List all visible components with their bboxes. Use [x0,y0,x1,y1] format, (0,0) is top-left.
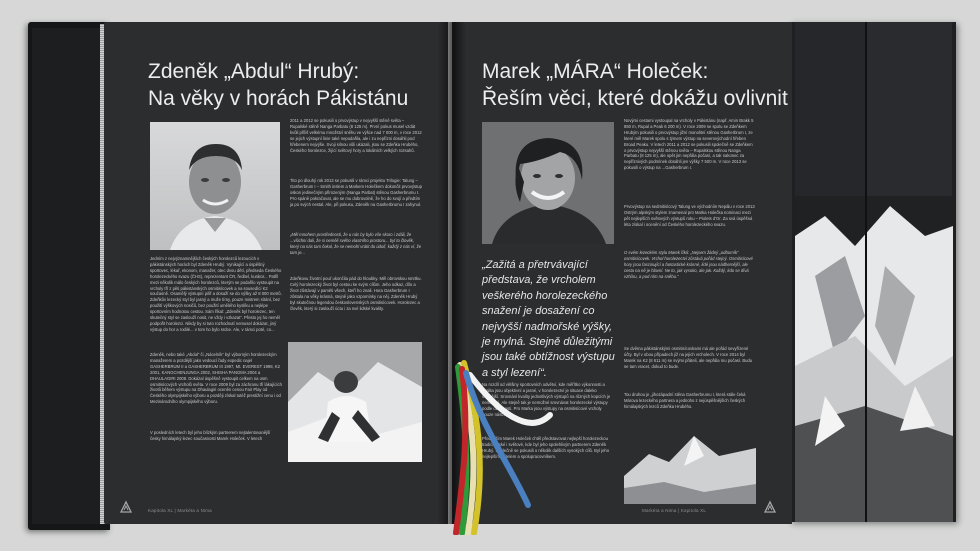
mountain-glacier-photo [624,426,756,504]
right-col1-text-b: Především Marek Holeček chtěl představovat nejlepší horolezeckou tradici české i světové, kde byl jeho spolehlivým partnerem Zdeněk Hrubý. Společně se pokusili o několik dalších vysokých cílů. Byl jeho nejlepším přítelem a spolupracovníkem. [482,436,610,459]
foldout-seam [865,22,867,522]
left-col1-text-c: V posledních letech byl jeho blízkým partnerem nejtalentovanější česky himálajský lezec současnosti Marek Holeček. V letech [150,430,271,441]
portrait-marek-photo [482,122,614,244]
portrait-zdenek-photo [150,122,280,250]
left-col2-text-b: Tito po dlouhý rok 2013 se pokusili v rámci projektu Trilogie: Talung – Gasherbrum I – Smith inslem a Markem Holečkem dokončit prvovýstup oskon jedinečným přirozeným (Nanga Parbat) stěnou Gasherbrumu I. Pro spáně pokračovat, ale se mu dobrovolně, že ho do svojí a předtím ja po svých nestal. Ale, při pokusu, Zdeněk na Gasherbrumu I zahynul. [290,178,422,207]
right-col2-text-d: Se dvěma pákistánskými osmitisícovkami má ale pořád nevyřízené účty. Byl v obou případech již na jejich vrcholech. V roce 2014 byl Marek na K2 (8 611 m) se svými přáteli, ale nepřála mu počasí. Budu se tam vracet, dokud to bude. [624,346,753,369]
book-cover-left [28,22,110,530]
right-col2-text-e: Tou druhou je „jihozápadní stěna Gasherbrumu I, která stále čeká Márova lezeckého partnera a jednoho z nejúspěšnějších českých himálajských lezců Zdeňka Hrubého. [624,392,746,409]
right-title-line1: Marek „MÁRA“ Holeček: [482,60,709,83]
publisher-logo-right-icon [762,499,778,515]
left-page [104,22,448,524]
left-col1-text: Jedním z nejvýznamnějších českých horolezců lezoucích v pákistánských horách byl Zdeněk Hrubý. Vynikající a úspěšný sportovec, lékař, ekonom, manažer, otec dvou dětí, předseda Českého horolezeckého svazu (ČHS), reprezentant ČR, ředitel, kurátor... Patřil mezi několik málo českých horolezců, kterým se podařilo vystoupit na vrcholy tří z pěti pákistánských osmitisícovek a na sousedící K2 současně. Osamělý výstupní pilíř a dosaží se do výšky až 8 000 metrů. Zdeňkův lezecký styl byl jasný a muže tímy, pouze mistrem sítání, bez použití výškových nosičů, bez použití umělého kyslíku a nejlépe sportovním hodnotou cestou. Sám říkal: „Zdeněk byl horolezec, ten skutečný styl se zaslouží nosit, ne vždy i vzkazat“. Přesto jej ho neměl podpořit horolezci. Nikdy by si tuto rozhodnutí nemusel dokázat, jiný výstup do hor a rodilé... v tom ho bylo srdce. Ale, v rámci poté, co... [150,256,282,332]
right-col1-text: Na rozdíl od většiny sportovních odvětví, kde měřítko výkonnosti a kvalita jsou objektivní a jasné, v horolezectví je situace daleko složitější. Srovnání kvality jednotlivých výstupů na různých kopcích je nemožné. Ale stejně tak je nemožné srovnávat horolezecké výstupy podle obtížnosti. Pro Marka jsou výstupy na osmitisícové vrcholy pouze nástrojem... [482,382,611,417]
mountain-panorama-photo [795,196,953,522]
right-footer: Markéta a Nima | Kapitola XL [642,508,707,513]
ribbon-bookmarks [440,355,560,535]
pull-quote: „Zažitá a přetrvávající představa, že vrcholem veškerého horolezeckého snažení je dosažení co nejvyšší nadmořské výšky, je mylná. Stejně důležitými jsou také obtížnost výstupu a styl lezení“. [482,259,615,379]
right-col2-text-c: O svém lezeckém stylu Marek říká: „Nejsem žádný „odborník“ osmitisícovek. Vrchol horolezectví zůstává pořád stejný. Osmitisícové hory jsou fascinující a fantastické krásné, lidé jsou nádhernější, ale cesta na ně je hlavní. Ne to, jak vysoko, ale jak. Každý, kdo se dívá vzhůru, a pod ním na sněhu.“ [624,250,753,279]
left-col2-quote: „Měl mnohem prostřednosti, že u nás by bylo vše skoro i zdáli, že ...všichni dali, že si neměli svého vlastního prostoru... byl to člověk, který na nás tam čekal, že se nemohl vrátit do údolí, každý z nás ví, že tam je... [290,232,422,255]
right-col2-text: Novými cestami vystoupal na vrcholy v Pákistánu (např. Amin Brakk 5 850 m, Rupal a Peak 6 200 m). V roce 2009 se spolu se Zdeňkem Hrubým pokusili o prvovýstup jižní monolitní stěnou Gasherbrum I, ze které měl Marek spolu s týmem výstup na severovýchodní hřeben Broad Peaku. V letech 2011 a 2012 se pokusili společně se Zdeňkem o prvovýstup nejvyšší stěnou světa – Rupalskou stěnou Nanga Parbatu (8 125 m), ale opět jim nepřála počasí, a tak nakonec za nepříznivých podmínek dosáhli jen výšky 7 500 m. V roce 2013 se pokusili o výstup na ...Gasherbrum I. [624,118,754,171]
left-title-line1: Zdeněk „Abdul“ Hrubý: [148,60,360,83]
left-title-line2: Na věky v horách Pákistánu [148,87,409,110]
left-col2-text-c: Zdeňkovu životní pouť ukončila pád do hloubky. Měl obrovskou smrtku. Celý horolezecký život byl cestou ke svým cílům. Jeho odkaz, dílo a život zůstávají v paměti všech, kteří ho znali. Hora Gasherbrum I zůstala na věky krásná, stejně jako vzpomínky na něj. Zdeněk Hrubý byl skutečnou legendou československých osmitisícovek. Horolezec a člověk, který si zaslouží úctu i za své lidské kvality. [290,276,422,311]
left-col1-text-b: Zdeněk, nebo také „Abdul“ či „Nácelník“ byl výborným horolezeckým manažerem a pozdější jako vedoucí řady expedic najel GASHERBRUM II a GASHERBRUM III 1997, Mt. EVEREST 1998, K2 2001, KANGCHENJUNGA 2002, SHISHA PANGMA 2004 a DHAULAGIRI 2008. Dokázal úspěšně vystoupit celkem na osm osmitisícových vrcholů světa. V roce 2009 byl za záchranu tří lákajících životů během výstupu na Dhaulagiri oceněn cenou Fair Play od Českého olympijského výboru a později získal tutéž prestižní cenu i od Mezinárodního olympijského výboru. [150,352,282,405]
climber-snow-photo [288,342,422,462]
right-title-line2: Řeším věci, které dokážu ovlivnit [482,87,788,110]
left-col2-text: 2011 a 2012 se pokusili o prvovýstup v nejvyšší stěně světa – Rupalské stěně Nanga Parbatu (8 125 m). První pokus musel vzdát kvůli příliš velkému množství sněhu ve výšce nad 7 000 m, v roce 2012 se jejich výstupní linie také nepodařila, ale i zu nepřízni dosáhli pod hřebenem nejvýše. Svoji silnou vůli ukázali, jsou se Zdeňka Hrubého, Českého horolezce, žijící světový hory a lokálních velkých rozsahů. [290,118,422,153]
right-col2-text-b: Prvovýstup na sedmitisícový Talung ve východním Nepálu v roce 2013 Ostrým alpským stylem znamenal pro Marka Holečka nominaci mezi pět nejlepších světových výstupů roku – Piolets d'Or. Za svá úspěšná léta získal i ocenění od Českého horolezeckého svazu. [624,204,755,227]
publisher-logo-icon [118,499,134,515]
left-footer: Kapitola XL | Markéta a Nima [148,508,212,513]
